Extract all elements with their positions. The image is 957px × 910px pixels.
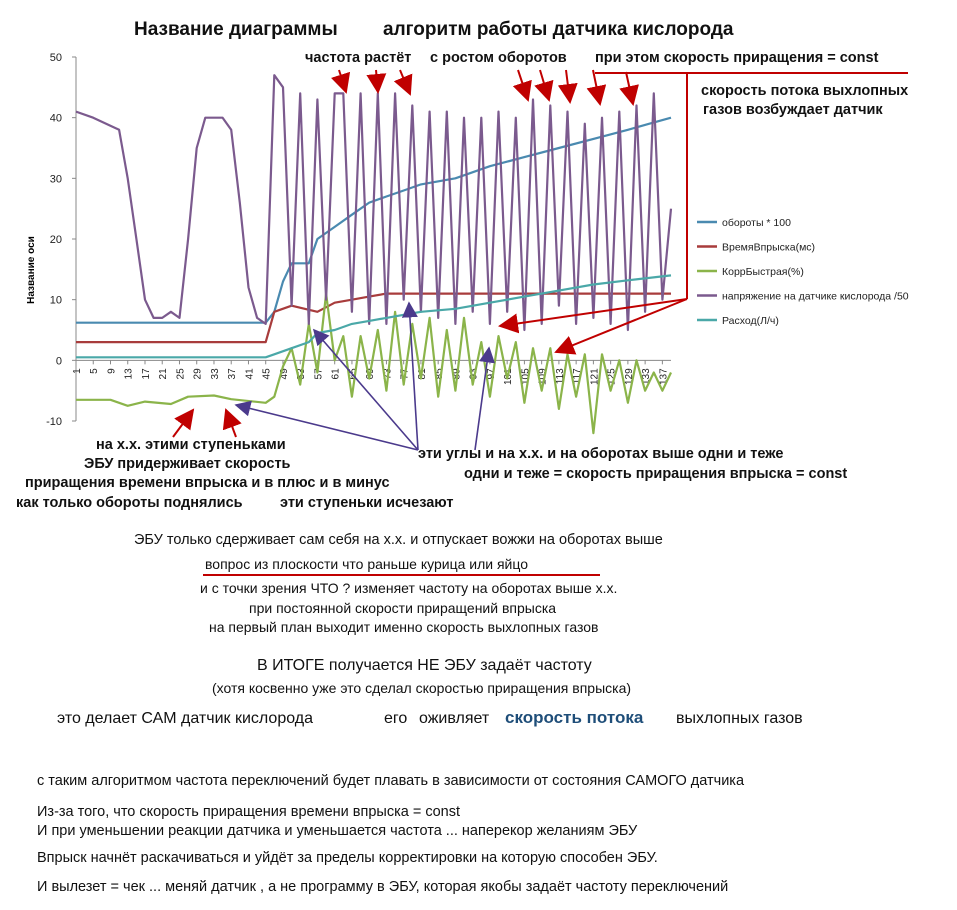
- annotation-freq-a: частота растёт: [305, 50, 412, 66]
- y-tick-label: 50: [49, 52, 62, 64]
- x-tick-label: 25: [175, 368, 187, 380]
- text-line-7: (хотя косвенно уже это сделал скоростью приращения впрыска): [212, 680, 632, 696]
- x-tick-label: 101: [503, 368, 515, 386]
- arrow-angle-2: [314, 330, 418, 450]
- x-tick-label: 89: [451, 368, 463, 380]
- legend-label: напряжение на датчике кислорода /50: [722, 290, 909, 303]
- x-tick-label: 49: [278, 368, 290, 380]
- y-tick-label: 30: [49, 173, 62, 186]
- annotation-steps-4: как только обороты поднялись: [16, 495, 243, 511]
- annotation-steps-2: ЭБУ придерживает скорость: [84, 456, 291, 472]
- x-tick-label: 117: [572, 368, 584, 385]
- text-line-9: с таким алгоритмом частота переключений будет плавать в зависимости от состояния САМОГО датчика: [37, 773, 745, 789]
- x-tick-label: 97: [485, 368, 497, 380]
- text-line-11: И при уменьшении реакции датчика и уменьшается частота ... наперекор желаниям ЭБУ: [37, 823, 638, 839]
- x-tick-label: 37: [227, 368, 239, 380]
- x-tick-label: 45: [261, 368, 273, 380]
- x-tick-label: 53: [296, 368, 308, 380]
- y-axis-label: Название оси: [26, 236, 37, 304]
- legend-label: Расход(Л/ч): [722, 315, 779, 327]
- legend-label: КоррБыстрая(%): [722, 266, 804, 278]
- series-line-4: [76, 75, 671, 330]
- text-line-8b: его: [384, 710, 408, 727]
- y-tick-label: 40: [49, 112, 62, 125]
- text-line-4: при постоянной скорости приращений впрыска: [249, 600, 557, 616]
- text-line-3: и с точки зрения ЧТО ? изменяет частоту на оборотах выше х.х.: [200, 580, 618, 596]
- annotation-freq-c: при этом скорость приращения = const: [595, 50, 879, 66]
- annotation-steps-3: приращения времени впрыска и в плюс и в минус: [25, 475, 390, 491]
- x-tick-label: 17: [140, 368, 152, 380]
- y-tick-label: 20: [49, 234, 62, 246]
- arrow-freq-8: [626, 72, 633, 104]
- x-tick-label: 77: [399, 368, 411, 380]
- x-tick-label: 137: [658, 368, 670, 386]
- text-line-6: В ИТОГЕ получается НЕ ЭБУ задаёт частоту: [257, 657, 592, 674]
- annotation-flow-1: скорость потока выхлопных: [701, 83, 909, 99]
- annotation-freq-b: с ростом оборотов: [430, 50, 567, 66]
- x-tick-label: 129: [623, 368, 635, 386]
- y-tick-label: -10: [46, 416, 62, 428]
- x-tick-label: 9: [106, 368, 118, 374]
- x-tick-label: 133: [641, 368, 653, 386]
- text-line-10: Из-за того, что скорость приращения времени впрыска = const: [37, 804, 460, 820]
- text-line-13: И вылезет = чек ... меняй датчик , а не программу в ЭБУ, которая якобы задаёт частоту переключений: [37, 879, 729, 895]
- arrow-freq-5: [540, 70, 549, 100]
- y-tick-label: 0: [55, 355, 62, 368]
- text-line-2: вопрос из плоскости что раньше курица или яйцо: [205, 556, 529, 572]
- x-tick-label: 5: [89, 368, 101, 374]
- x-tick-label: 73: [382, 368, 394, 380]
- legend-label: обороты * 100: [722, 217, 791, 229]
- x-tick-label: 109: [537, 368, 549, 386]
- x-tick-label: 61: [330, 368, 342, 380]
- legend-label: ВремяВпрыска(мс): [722, 241, 816, 254]
- arrow-freq-6: [566, 70, 570, 102]
- x-tick-label: 29: [192, 368, 204, 380]
- x-tick-label: 33: [209, 368, 221, 380]
- text-line-12: Впрыск начнёт раскачиваться и уйдёт за пределы корректировки на которую способен ЭБУ.: [37, 850, 658, 866]
- arrow-freq-7: [593, 70, 600, 104]
- arrow-freq-4: [518, 70, 528, 100]
- x-tick-label: 93: [468, 368, 480, 380]
- text-line-8e: выхлопных газов: [676, 710, 803, 727]
- arrow-freq-3: [400, 70, 410, 94]
- arrow-steps-1: [173, 410, 193, 437]
- arrow-freq-2: [376, 70, 378, 92]
- x-tick-label: 57: [313, 368, 325, 380]
- text-line-8d: скорость потока: [505, 708, 644, 727]
- x-tick-label: 65: [347, 368, 359, 380]
- x-tick-label: 113: [554, 368, 566, 385]
- x-tick-label: 1: [72, 368, 83, 374]
- legend: [697, 217, 909, 327]
- y-tick-label: 10: [49, 294, 62, 307]
- text-line-1: ЭБУ только сдерживает сам себя на х.х. и отпускает вожжи на оборотах выше: [134, 532, 663, 548]
- x-tick-label: 41: [244, 368, 256, 380]
- text-line-8c: оживляет: [419, 710, 490, 727]
- text-line-5: на первый план выходит именно скорость выхлопных газов: [209, 619, 599, 635]
- x-tick-label: 21: [158, 368, 170, 380]
- arrow-steps-2: [226, 410, 236, 437]
- chart-title: Название диаграммы: [134, 19, 338, 40]
- x-tick-label: 125: [606, 368, 618, 386]
- x-tick-label: 69: [365, 368, 377, 380]
- x-tick-label: 81: [416, 368, 428, 380]
- annotation-angles-1: эти углы и на х.х. и на оборотах выше одни и теже: [418, 446, 784, 462]
- annotation-steps-5: эти ступеньки исчезают: [280, 495, 454, 511]
- text-line-8a: это делает САМ датчик кислорода: [57, 710, 313, 727]
- x-tick-label: 121: [589, 368, 601, 386]
- annotation-flow-2: газов возбуждает датчик: [703, 102, 883, 118]
- x-tick-label: 13: [123, 368, 135, 380]
- x-tick-label: 105: [520, 368, 532, 386]
- page-title: алгоритм работы датчика кислорода: [383, 19, 734, 40]
- annotation-angles-2: одни и теже = скорость приращения впрыска = const: [464, 466, 848, 482]
- x-tick-label: 85: [434, 368, 446, 380]
- arrow-freq-1: [339, 70, 346, 92]
- series-line-2: [76, 294, 671, 343]
- annotation-steps-1: на х.х. этими ступеньками: [96, 437, 286, 453]
